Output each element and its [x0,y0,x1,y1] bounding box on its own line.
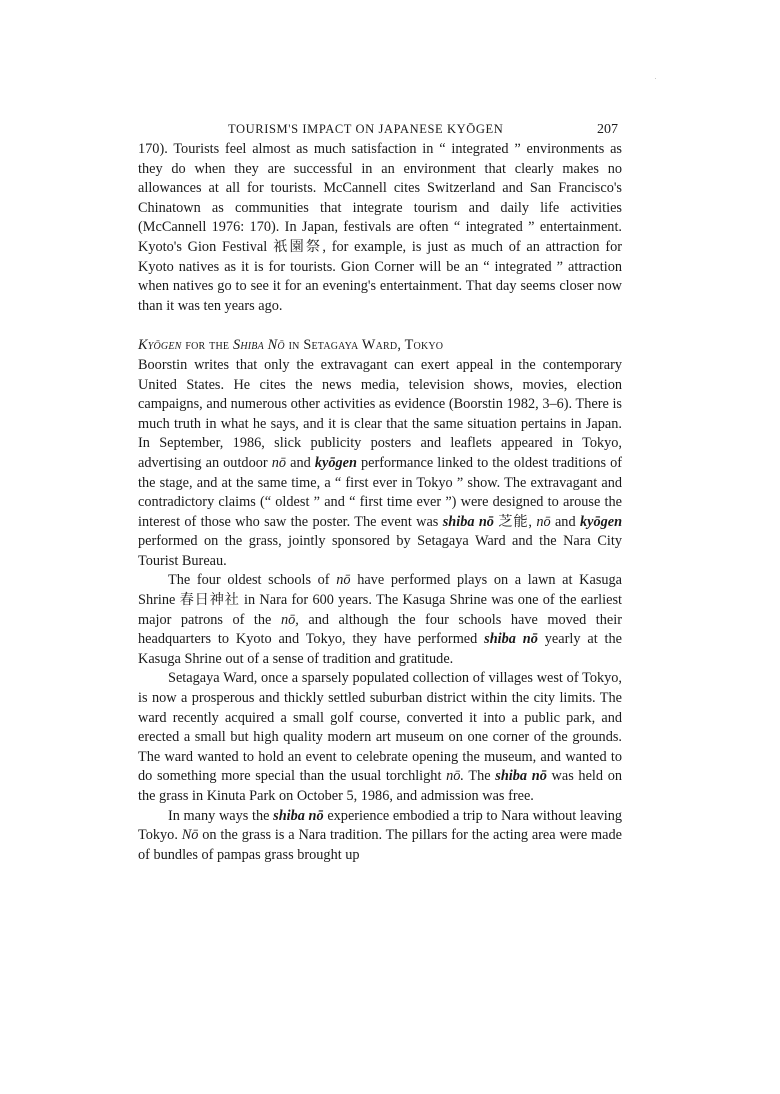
heading-word-kyogen: Kyōgen [138,337,182,354]
text-run: In many ways the [168,807,270,824]
paragraph-integrated-tourism [138,140,622,316]
paragraph-kasuga-shrine [138,571,622,669]
text-run: performed on the grass, jointly sponsored by Setagaya Ward and the Nara City Tourist Bureau. [138,533,622,569]
term-no: nō [271,454,287,471]
text-run: and [290,454,311,471]
text-run: Boorstin writes that only the extravagant can exert appeal in the contemporary United States. He cites the news media, television shows, movies, election campaigns, and numerous other activities as evidence (Boorstin 1982, 3–6). There is much truth in what he says, and it is clear that the same situation pertains in Japan. In September, 1986, slick publicity posters and leaflets appeared in Tokyo, advertising an outdoor [138,356,622,471]
text-run: on the grass is a Nara tradition. The pillars for the acting area were made of bundles of pampas grass brought up [138,827,623,863]
text-run: experience embodied a trip to Nara without leaving Tokyo. [138,807,622,844]
book-page [138,118,622,865]
paragraph-text: 170). Tourists feel almost as much satisfaction in “ integrated ” environments as they do when they are successful in an environment that clearly makes no allowances at all for tourists. McCannell cites Switzerland and San Francisco's Chinatown as communities that integrate tourism and daily life activities (McCannell 1976: 170). In Japan, festivals are often “ integrated ” entertainment. Kyoto's Gion Festival 祇園祭, for example, is just as much of an attraction for Kyoto natives as it is for tourists. Gion Corner will be an “ integrated ” attraction when natives go to see it for an evening's entertainment. That day seems closer now than it was ten years ago. [138,141,622,314]
term-shiba-no: shiba nō [495,768,547,785]
text-run: 芝能, [498,513,532,530]
term-no: nō [536,513,551,530]
text-run: and although the four schools have moved their headquarters to Kyoto and Tokyo, they have performed [138,611,622,648]
heading-word-for-the: for the [185,337,230,354]
term-no: nō [336,572,351,589]
term-no: nō. [446,768,464,785]
heading-word-no: Nō [267,337,285,354]
running-head [138,118,622,140]
text-run: yearly at the Kasuga Shrine out of a sense of tradition and gratitude. [138,631,622,667]
text-run: and [554,513,576,530]
term-shiba-no: shiba nō [484,631,538,648]
section-gap [138,316,622,336]
running-title: TOURISM'S IMPACT ON JAPANESE KYŌGEN [228,122,504,136]
section-heading [138,336,622,356]
heading-word-shiba: Shiba [232,337,264,354]
text-run: The [468,768,491,785]
term-shiba-no: shiba nō [442,513,494,530]
term-no: nō, [280,611,299,628]
paragraph-boorstin [138,356,622,572]
term-kyogen: kyōgen [314,454,357,471]
term-kyogen: kyōgen [579,513,623,530]
scan-speck [655,78,656,79]
text-run: Setagaya Ward, once a sparsely populated collection of villages west of Tokyo, is now a prosperous and thickly settled suburban district within the city limits. The ward recently acquired a small golf course, converted it into a public park, and erected a small but high quality modern art museum on one corner of the grounds. The ward wanted to hold an event to celebrate opening the museum, and wanted to do something more special than the usual torchlight [138,670,622,785]
heading-word-setagaya: in Setagaya Ward, Tokyo [288,337,444,354]
text-run: performance linked to the oldest traditions of the stage, and at the same time, a “ first ever in Tokyo ” show. The extravagant and contradictory claims (“ oldest ” and “ first time ever ”) were designed to arouse the interest of those who saw the poster. The event was [138,454,623,530]
page-number: 207 [597,122,618,137]
paragraph-setagaya-ward [138,669,622,806]
text-run: was held on the grass in Kinuta Park on October 5, 1986, and admission was free. [138,768,623,804]
term-no: Nō [181,827,199,844]
text-run: have performed plays on a lawn at Kasuga Shrine 春日神社 in Nara for 600 years. The Kasuga Shrine was one of the earliest major patrons of the [138,572,623,628]
term-shiba-no: shiba nō [273,807,324,824]
text-run: The four oldest schools of [168,572,330,589]
paragraph-nara-trip [138,807,622,866]
